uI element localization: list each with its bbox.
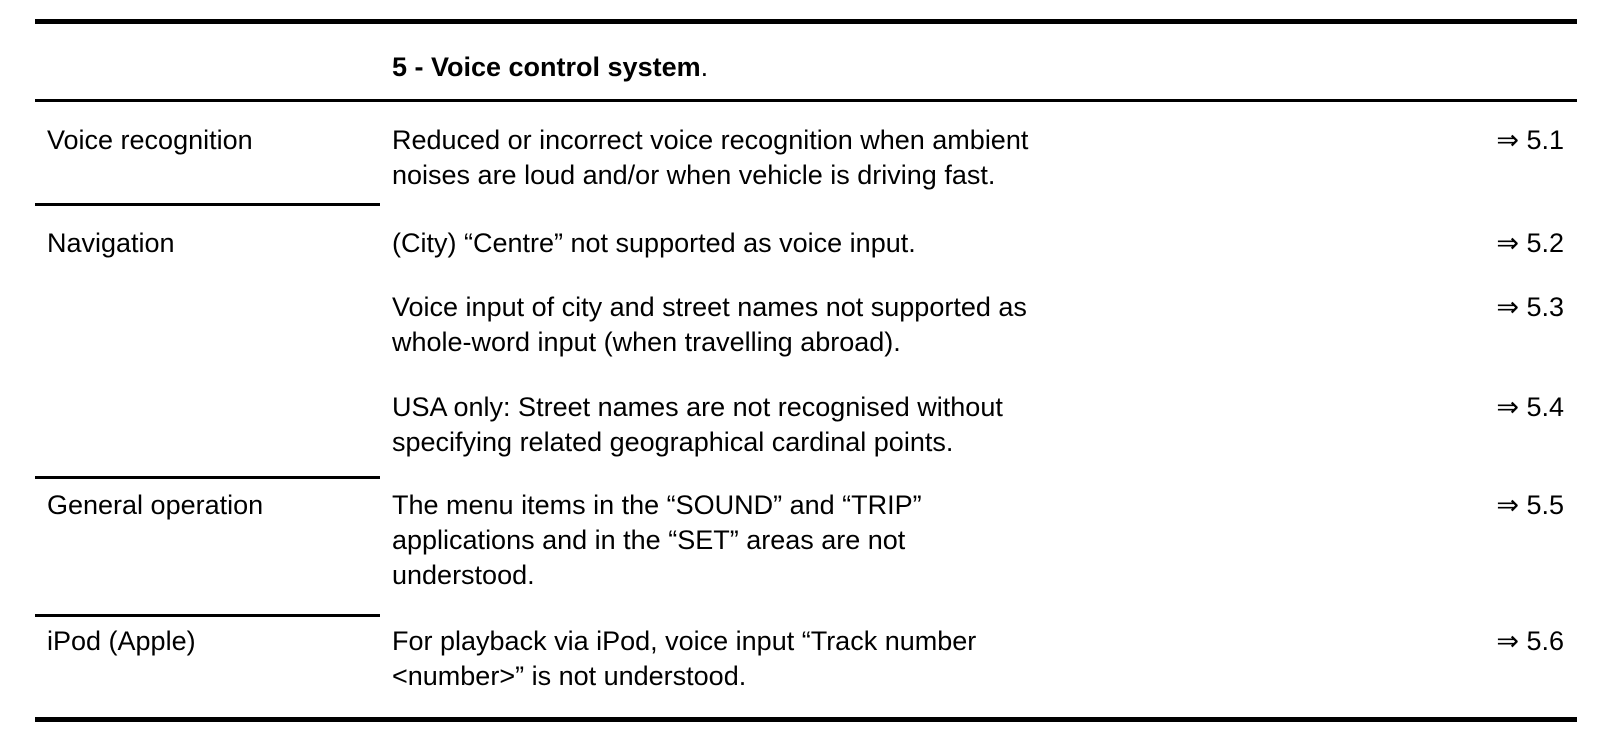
category-general-operation: General operation — [47, 490, 264, 520]
reference-link-5-4[interactable]: ⇒ 5.4 — [1496, 392, 1564, 422]
description-5-6: For playback via iPod, voice input “Track number <number>” is not understood. — [392, 626, 977, 691]
reference-link-5-5[interactable]: ⇒ 5.5 — [1496, 490, 1564, 520]
section-heading-bold: 5 - Voice control system — [392, 52, 701, 82]
header-separator-rule — [35, 99, 1577, 102]
description-5-3: Voice input of city and street names not supported as whole-word input (when travelling abroad). — [392, 292, 1027, 357]
section-heading — [392, 50, 708, 85]
category-navigation: Navigation — [47, 228, 175, 258]
description-5-2: (City) “Centre” not supported as voice input. — [392, 228, 916, 258]
reference-link-5-6[interactable]: ⇒ 5.6 — [1496, 626, 1564, 656]
table-bottom-rule — [35, 717, 1577, 722]
category-ipod-apple: iPod (Apple) — [47, 626, 196, 656]
category-separator-rule — [35, 476, 380, 479]
category-separator-rule — [35, 203, 380, 206]
description-5-1: Reduced or incorrect voice recognition when ambient noises are loud and/or when vehicle is driving fast. — [392, 125, 1029, 190]
section-heading-period: . — [700, 52, 709, 82]
category-separator-rule — [35, 614, 380, 617]
description-5-4: USA only: Street names are not recognised without specifying related geographical cardinal points. — [392, 392, 1003, 457]
category-voice-recognition: Voice recognition — [47, 125, 253, 155]
reference-link-5-3[interactable]: ⇒ 5.3 — [1496, 292, 1564, 322]
description-5-5: The menu items in the “SOUND” and “TRIP” applications and in the “SET” areas are not understood. — [392, 490, 922, 590]
table-top-rule — [35, 19, 1577, 24]
reference-link-5-1[interactable]: ⇒ 5.1 — [1496, 125, 1564, 155]
reference-link-5-2[interactable]: ⇒ 5.2 — [1496, 228, 1564, 258]
